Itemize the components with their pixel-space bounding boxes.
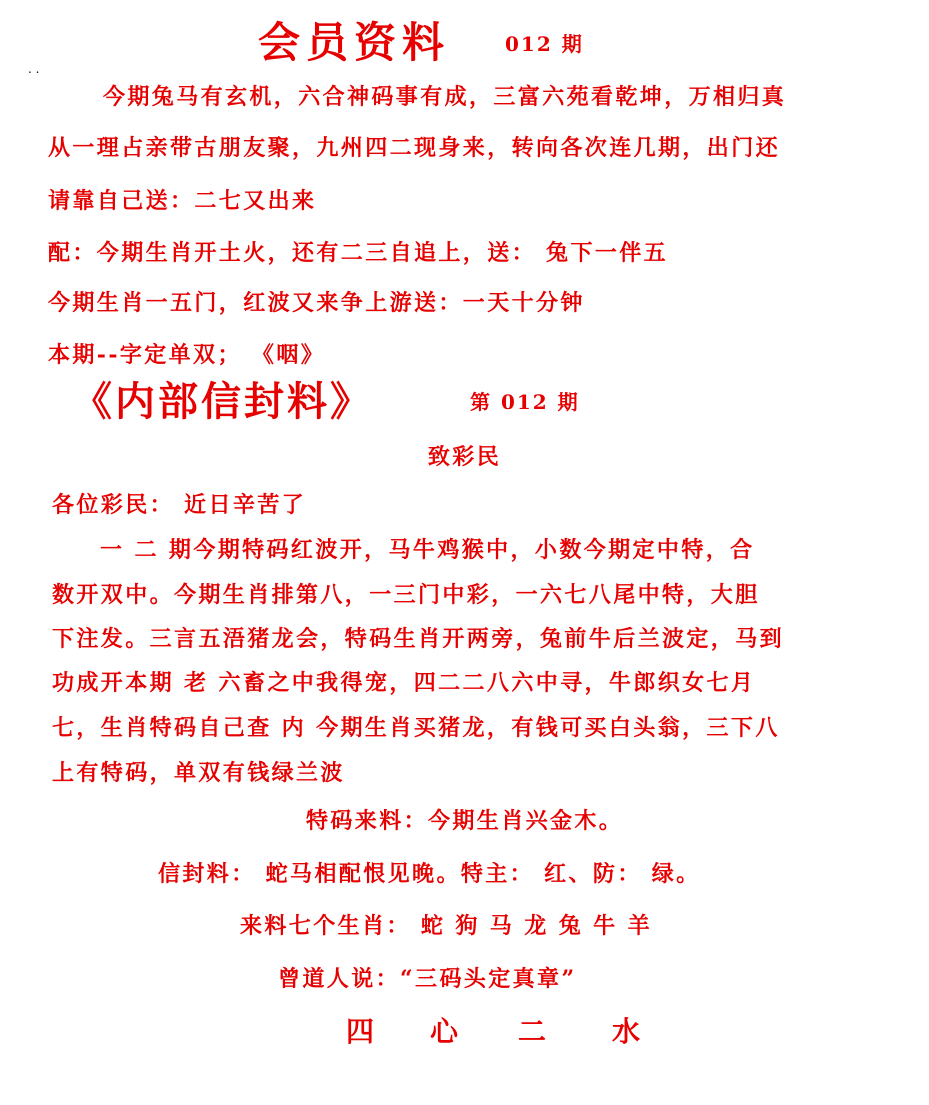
member-title: 会员资料 (258, 18, 451, 67)
envelope-body-line-5: 七，生肖特码自己查 内 今期生肖买猪龙，有钱可买白头翁，三下八 (52, 715, 780, 741)
member-line-2: 从一理占亲带古朋友聚，九州四二现身来，转向各次连几期，出门还 (48, 135, 781, 161)
envelope-body-line-3: 下注发。三言五浯猪龙会，特码生肖开两旁，兔前牛后兰波定，马到 (52, 626, 785, 652)
envelope-body-line-2: 数开双中。今期生肖排第八，一三门中彩，一六七八尾中特，大胆 (52, 582, 760, 608)
monk-saying-line: 曾道人说：“三码头定真章” (278, 966, 577, 992)
final-word-1: 四 (346, 1015, 375, 1048)
member-line-4: 配：今期生肖开土火，还有二三自追上，送： 兔下一伴五 (48, 240, 669, 266)
envelope-material-line: 信封料： 蛇马相配恨见晚。特主： 红、防： 绿。 (158, 861, 701, 887)
member-line-5: 今期生肖一五门，红波又来争上游送：一天十分钟 (48, 290, 585, 316)
salutation: 各位彩民： 近日辛苦了 (52, 492, 307, 518)
corner-mark: . . (28, 62, 40, 76)
special-code-line: 特码来料：今期生肖兴金木。 (306, 808, 624, 834)
envelope-issue: 第 012 期 (470, 390, 580, 414)
member-line-1: 今期兔马有玄机，六合神码事有成，三富六苑看乾坤，万相归真 (103, 84, 787, 110)
seven-zodiac-line: 来料七个生肖： 蛇 狗 马 龙 兔 牛 羊 (240, 913, 653, 939)
envelope-body-line-6: 上有特码，单双有钱绿兰波 (52, 760, 345, 786)
member-issue: 012 期 (505, 32, 584, 56)
envelope-body-line-4: 功成开本期 老 六畜之中我得宠，四二二八六中寻，牛郎织女七月 (52, 670, 756, 696)
final-word-2: 心 (430, 1015, 459, 1048)
member-line-3: 请靠自己送：二七又出来 (48, 188, 317, 214)
member-line-6: 本期--字定单双； 《咽》 (48, 342, 326, 368)
envelope-title: 《内部信封料》 (72, 378, 373, 425)
greeting-title: 致彩民 (427, 444, 502, 470)
final-word-3: 二 (518, 1015, 547, 1048)
final-word-4: 水 (612, 1015, 641, 1048)
envelope-body-line-1: 一 二 期今期特码红波开，马牛鸡猴中，小数今期定中特，合 (100, 537, 755, 563)
